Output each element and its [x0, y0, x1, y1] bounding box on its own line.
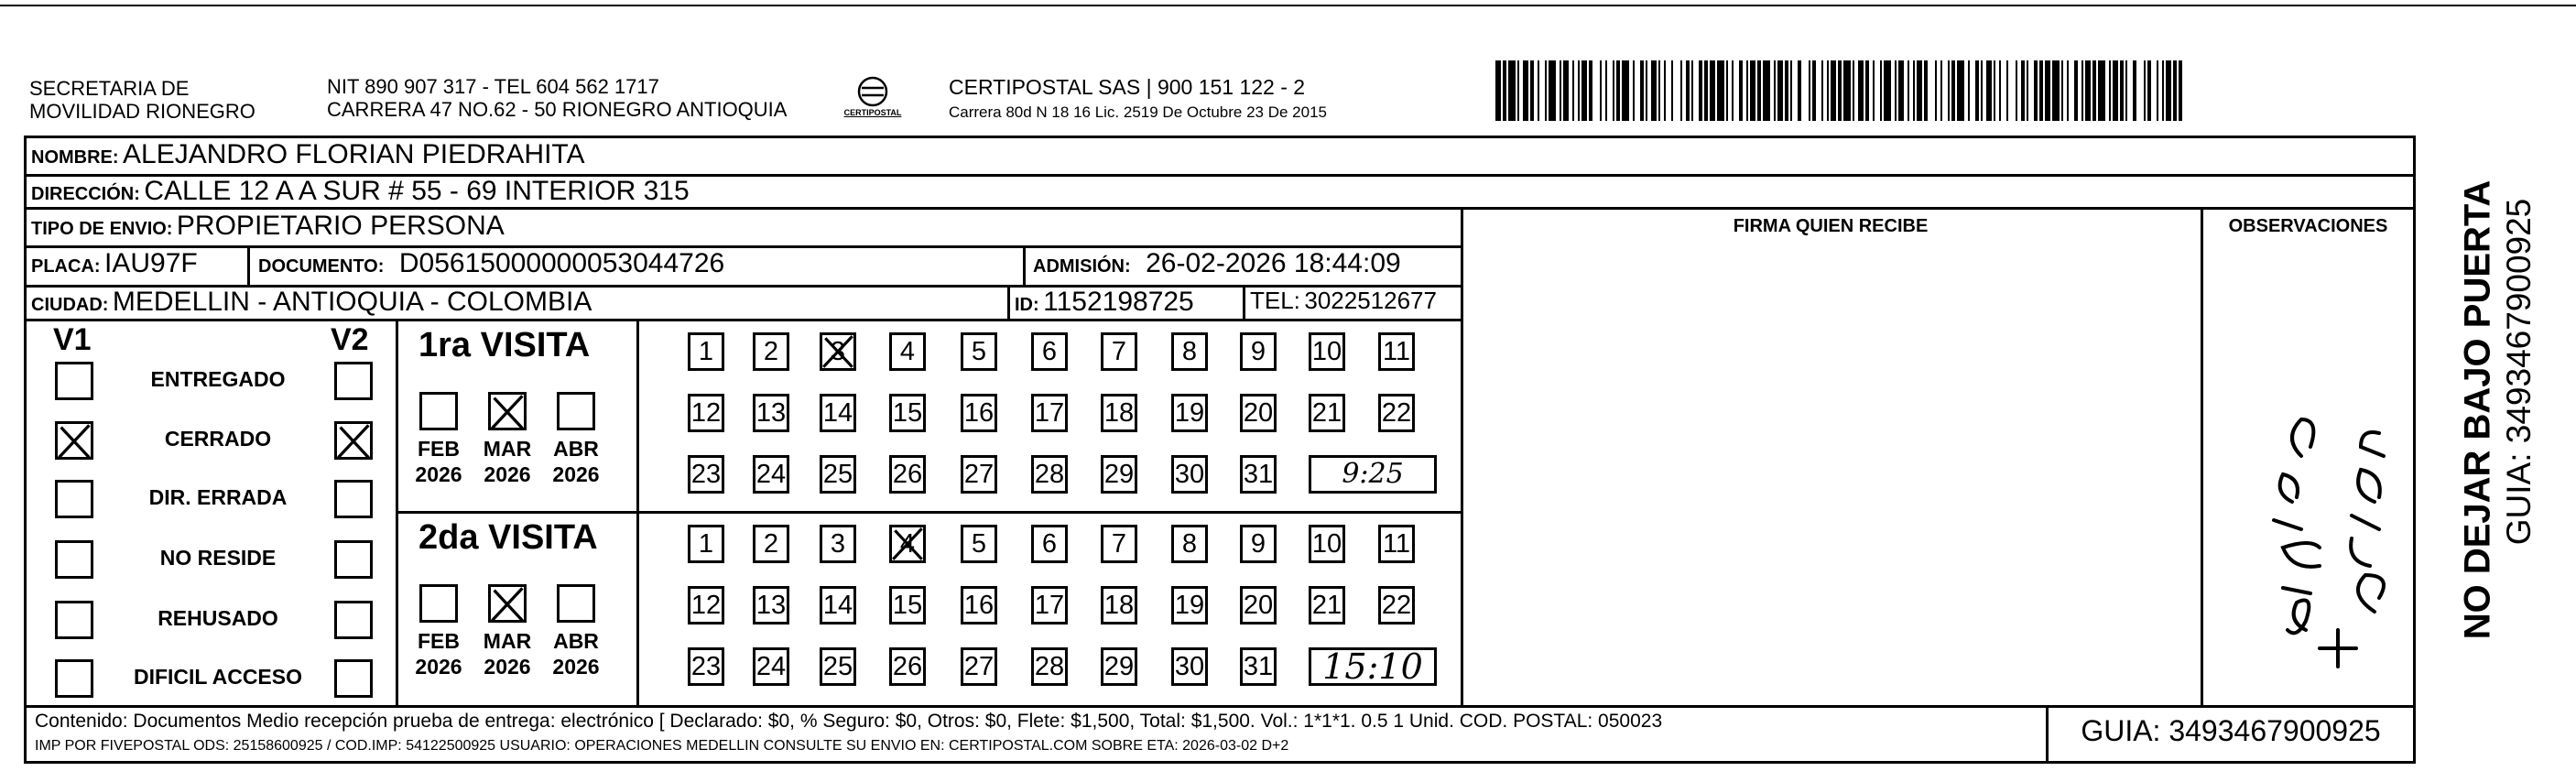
day-box-12[interactable]: 12: [688, 586, 724, 625]
tel-value: 3022512677: [1304, 287, 1437, 314]
v2-checkbox-4[interactable]: [334, 601, 373, 639]
v2-checkbox-5[interactable]: [334, 659, 373, 698]
tipo-envio-value: PROPIETARIO PERSONA: [176, 211, 505, 241]
day-box-1[interactable]: 1: [688, 332, 724, 371]
admision-cell: [1033, 248, 1401, 279]
day-box-22[interactable]: 22: [1378, 586, 1415, 625]
day-box-10[interactable]: 10: [1309, 525, 1345, 563]
direccion-label: DIRECCIÓN:: [31, 184, 140, 204]
day-box-25[interactable]: 25: [820, 455, 856, 494]
month-label: [408, 436, 469, 487]
ciudad-cell: [31, 287, 592, 318]
col-line: [636, 319, 639, 705]
day-box-5[interactable]: 5: [961, 525, 997, 563]
footer-contenido: Contenido: Documentos Medio recepción prueba de entrega: electrónico [ Declarado: $0, % Seguro: $0, Otros: $0, Flete: $1,500, Total: $1,500. Vol.: 1*1*1. 0.5 1 Unid. COD. POSTAL: 050023: [35, 711, 1663, 732]
id-value: 1152198725: [1043, 287, 1194, 317]
motivo-label: ENTREGADO: [150, 367, 286, 391]
day-box-25[interactable]: 25: [820, 647, 856, 686]
day-box-26[interactable]: 26: [889, 455, 926, 494]
v1-checkbox-3[interactable]: [55, 540, 93, 579]
logo-text: CERTIPOSTAL: [843, 108, 902, 117]
month-label: [408, 628, 469, 679]
col-line: [1461, 207, 1463, 705]
visit-title-1: 1ra VISITA: [418, 326, 591, 364]
month-checkbox-feb[interactable]: [419, 392, 458, 430]
footer-guia: GUIA: 3493467900925: [2081, 714, 2381, 747]
documento-cell: [258, 248, 724, 279]
day-box-24[interactable]: 24: [753, 455, 789, 494]
day-box-1[interactable]: 1: [688, 525, 724, 563]
admision-value: 26-02-2026 18:44:09: [1146, 248, 1401, 278]
day-box-29[interactable]: 29: [1101, 455, 1137, 494]
day-box-28[interactable]: 28: [1031, 455, 1068, 494]
day-box-16[interactable]: 16: [961, 394, 997, 432]
direccion-row: [31, 176, 690, 207]
day-box-12[interactable]: 12: [688, 394, 724, 432]
month-year: 2026: [552, 462, 600, 486]
month-name: FEB: [418, 437, 460, 461]
org-name: [29, 77, 255, 123]
month-checkbox-mar[interactable]: [488, 584, 527, 623]
day-box-31[interactable]: 31: [1240, 647, 1277, 686]
day-box-13[interactable]: 13: [753, 394, 789, 432]
day-box-30[interactable]: 30: [1171, 647, 1208, 686]
observaciones-handwriting: [2201, 319, 2416, 703]
day-box-23[interactable]: 23: [688, 647, 724, 686]
month-checkbox-mar[interactable]: [488, 392, 527, 430]
day-box-20[interactable]: 20: [1240, 394, 1277, 432]
day-box-23[interactable]: 23: [688, 455, 724, 494]
x-mark-icon: [334, 421, 375, 462]
placa-cell: [31, 248, 198, 279]
org-line-1: SECRETARIA DE: [29, 77, 190, 100]
firma-header: FIRMA QUIEN RECIBE: [1733, 216, 1929, 236]
month-year: 2026: [415, 655, 462, 679]
month-label: [546, 628, 606, 679]
x-mark-icon: [488, 584, 528, 625]
motivo-label: REHUSADO: [158, 606, 278, 630]
motivo-label: DIFICIL ACCESO: [133, 665, 302, 689]
visit-title-2: 2da VISITA: [418, 518, 598, 557]
day-box-4[interactable]: 4: [889, 525, 926, 563]
month-name: ABR: [553, 437, 599, 461]
direccion-value: CALLE 12 A A SUR # 55 - 69 INTERIOR 315: [144, 176, 690, 206]
day-box-3[interactable]: 3: [820, 525, 856, 563]
x-mark-icon: [488, 392, 528, 432]
day-box-19[interactable]: 19: [1171, 586, 1208, 625]
v2-checkbox-2[interactable]: [334, 480, 373, 518]
v1-checkbox-4[interactable]: [55, 601, 93, 639]
day-box-17[interactable]: 17: [1031, 394, 1068, 432]
day-box-7[interactable]: 7: [1101, 525, 1137, 563]
day-box-14[interactable]: 14: [820, 586, 856, 625]
v1-checkbox-1[interactable]: [55, 421, 93, 460]
day-box-24[interactable]: 24: [753, 647, 789, 686]
day-box-2[interactable]: 2: [753, 332, 789, 371]
month-checkbox-feb[interactable]: [419, 584, 458, 623]
month-checkbox-abr[interactable]: [557, 584, 595, 623]
org-line-2: MOVILIDAD RIONEGRO: [29, 100, 255, 123]
month-name: MAR: [483, 437, 532, 461]
motivo-label: DIR. ERRADA: [148, 485, 288, 509]
day-box-29[interactable]: 29: [1101, 647, 1137, 686]
day-box-11[interactable]: 11: [1378, 332, 1415, 371]
day-box-15[interactable]: 15: [889, 586, 926, 625]
motivo-label: NO RESIDE: [159, 546, 277, 570]
day-box-4[interactable]: 4: [889, 332, 926, 371]
day-box-27[interactable]: 27: [961, 455, 997, 494]
day-box-21[interactable]: 21: [1309, 394, 1345, 432]
tel-label: TEL:: [1250, 287, 1300, 314]
col-line: [396, 319, 398, 705]
day-box-6[interactable]: 6: [1031, 525, 1068, 563]
footer-imp: IMP POR FIVEPOSTAL ODS: 25158600925 / COD.IMP: 54122500925 USUARIO: OPERACIONES MEDELLIN CONSULTE SU ENVIO EN: CERTIPOSTAL.COM SOBRE ETA: 2026-03-02 D+2: [35, 738, 1289, 754]
day-box-8[interactable]: 8: [1171, 332, 1208, 371]
col-line: [1023, 245, 1026, 285]
v1-checkbox-2[interactable]: [55, 480, 93, 518]
month-name: FEB: [418, 629, 460, 653]
month-checkbox-abr[interactable]: [557, 392, 595, 430]
ciudad-label: CIUDAD:: [31, 295, 109, 315]
month-name: MAR: [483, 629, 532, 653]
x-mark-icon: [820, 332, 858, 371]
day-box-26[interactable]: 26: [889, 647, 926, 686]
admision-label: ADMISIÓN:: [1033, 256, 1131, 277]
placa-value: IAU97F: [104, 248, 198, 278]
nombre-row: [31, 139, 585, 170]
tipo-envio-row: [31, 211, 505, 242]
x-mark-icon: [889, 525, 928, 563]
col-line: [1007, 285, 1010, 319]
day-box-9[interactable]: 9: [1240, 525, 1277, 563]
day-box-11[interactable]: 11: [1378, 525, 1415, 563]
month-label: [477, 436, 538, 487]
side-text-block: [2423, 147, 2538, 668]
day-box-7[interactable]: 7: [1101, 332, 1137, 371]
time-box: 9:25: [1309, 455, 1437, 494]
day-box-27[interactable]: 27: [961, 647, 997, 686]
col-line: [247, 245, 250, 285]
id-cell: [1015, 287, 1194, 318]
row-line: [24, 705, 2416, 708]
month-label: [546, 436, 606, 487]
v1-checkbox-5[interactable]: [55, 659, 93, 698]
v2-checkbox-3[interactable]: [334, 540, 373, 579]
certipostal-logo: [841, 73, 905, 126]
courier-block: [949, 75, 1327, 122]
tel-cell: [1250, 287, 1437, 315]
day-box-6[interactable]: 6: [1031, 332, 1068, 371]
day-box-3[interactable]: 3: [820, 332, 856, 371]
v2-checkbox-0[interactable]: [334, 362, 373, 400]
day-box-17[interactable]: 17: [1031, 586, 1068, 625]
nombre-value: ALEJANDRO FLORIAN PIEDRAHITA: [123, 139, 585, 169]
day-box-13[interactable]: 13: [753, 586, 789, 625]
tipo-envio-label: TIPO DE ENVIO:: [31, 219, 173, 239]
documento-label: DOCUMENTO:: [258, 256, 385, 277]
day-box-14[interactable]: 14: [820, 394, 856, 432]
ciudad-value: MEDELLIN - ANTIOQUIA - COLOMBIA: [112, 287, 592, 317]
day-box-19[interactable]: 19: [1171, 394, 1208, 432]
month-year: 2026: [415, 462, 462, 486]
day-box-8[interactable]: 8: [1171, 525, 1208, 563]
month-year: 2026: [484, 655, 531, 679]
day-box-2[interactable]: 2: [753, 525, 789, 563]
placa-label: PLACA:: [31, 256, 101, 277]
v2-checkbox-1[interactable]: [334, 421, 373, 460]
barcode: [1495, 60, 2182, 121]
motivo-label: CERRADO: [164, 427, 272, 451]
side-no-dejar: NO DEJAR BAJO PUERTA: [2457, 179, 2498, 640]
id-label: ID:: [1015, 295, 1039, 315]
day-box-15[interactable]: 15: [889, 394, 926, 432]
v2-label: V2: [331, 322, 369, 357]
row-line: [24, 207, 2416, 210]
day-box-21[interactable]: 21: [1309, 586, 1345, 625]
day-box-9[interactable]: 9: [1240, 332, 1277, 371]
x-mark-icon: [55, 421, 95, 462]
day-box-5[interactable]: 5: [961, 332, 997, 371]
time-box: 15:10: [1309, 647, 1437, 686]
day-box-18[interactable]: 18: [1101, 586, 1137, 625]
observaciones-header: OBSERVACIONES: [2228, 216, 2388, 236]
month-name: ABR: [553, 629, 599, 653]
nombre-label: NOMBRE:: [31, 147, 119, 168]
v1-checkbox-0[interactable]: [55, 362, 93, 400]
courier-line-2: Carrera 80d N 18 16 Lic. 2519 De Octubre 23 De 2015: [949, 103, 1327, 121]
day-box-16[interactable]: 16: [961, 586, 997, 625]
documento-value: D05615000000053044726: [398, 248, 725, 278]
nit-line-2: CARRERA 47 NO.62 - 50 RIONEGRO ANTIOQUIA: [327, 98, 788, 121]
nit-block: [327, 75, 787, 121]
v1-label: V1: [53, 322, 92, 357]
day-box-20[interactable]: 20: [1240, 586, 1277, 625]
day-box-28[interactable]: 28: [1031, 647, 1068, 686]
side-guia: GUIA: 3493467900925: [2500, 198, 2538, 546]
row-line: [396, 511, 1462, 514]
day-box-31[interactable]: 31: [1240, 455, 1277, 494]
month-year: 2026: [484, 462, 531, 486]
col-line: [1243, 285, 1245, 319]
month-year: 2026: [552, 655, 600, 679]
nit-line-1: NIT 890 907 317 - TEL 604 562 1717: [327, 75, 659, 98]
month-label: [477, 628, 538, 679]
day-box-22[interactable]: 22: [1378, 394, 1415, 432]
row-line: [24, 319, 1463, 321]
day-box-18[interactable]: 18: [1101, 394, 1137, 432]
day-box-30[interactable]: 30: [1171, 455, 1208, 494]
day-box-10[interactable]: 10: [1309, 332, 1345, 371]
top-rule: [0, 5, 2576, 6]
courier-line-1: CERTIPOSTAL SAS | 900 151 122 - 2: [949, 75, 1306, 99]
